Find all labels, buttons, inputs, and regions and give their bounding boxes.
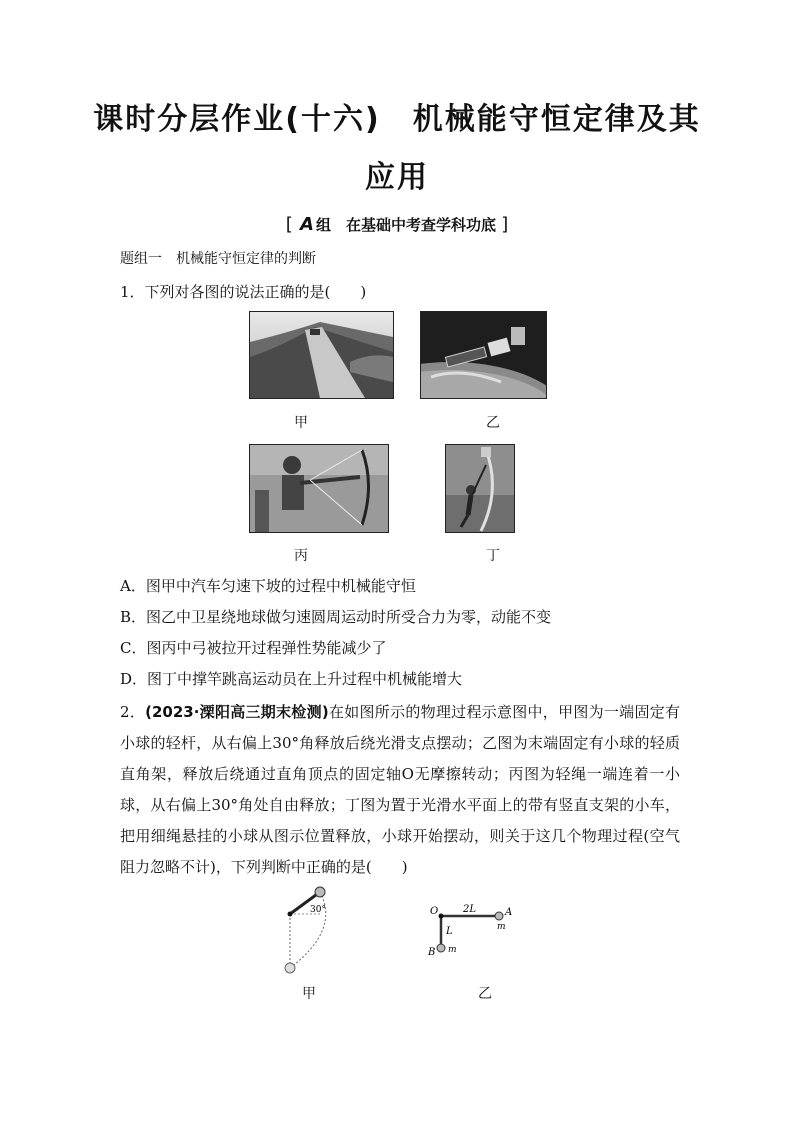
- label-o: O: [430, 906, 439, 917]
- q1-option-d: D．图丁中撑竿跳高运动员在上升过程中机械能增大: [120, 670, 463, 688]
- figure-jia-rod-pendulum: [270, 880, 350, 975]
- page-title-line1: 课时分层作业(十六) 机械能守恒定律及其: [93, 102, 701, 137]
- caption-fig-jia: 甲: [302, 986, 316, 1002]
- group-label: 组 在基础中考查学科功底: [315, 216, 496, 234]
- q2-source: (2023·溧阳高三期末检测): [145, 703, 329, 721]
- figure-yi-right-angle-frame: [425, 900, 530, 960]
- angle-label: 30°: [310, 905, 326, 915]
- caption-yi: 乙: [486, 415, 500, 431]
- page-title-line2: 应用: [365, 160, 429, 195]
- q2-body: [120, 697, 680, 883]
- photo-jia-car-downhill: [249, 311, 394, 399]
- caption-fig-yi: 乙: [478, 986, 492, 1002]
- caption-bing: 丙: [294, 548, 308, 564]
- q2-number: 2．: [120, 703, 146, 721]
- photo-ding-pole-vault: [445, 444, 515, 533]
- label-b: B: [428, 947, 436, 958]
- q1-stem: 1．下列对各图的说法正确的是( ): [120, 283, 367, 301]
- label-2l: 2L: [463, 904, 477, 915]
- label-mass-a: m: [497, 922, 506, 932]
- label-l: L: [446, 926, 453, 937]
- subsection-title: 题组一 机械能守恒定律的判断: [120, 251, 316, 267]
- photo-yi-satellite: [420, 311, 547, 399]
- label-mass-b: m: [448, 945, 457, 955]
- photo-bing-archer: [249, 444, 389, 533]
- label-a: A: [505, 907, 513, 918]
- bracket-close: ]: [501, 214, 509, 235]
- bracket-open: [: [285, 214, 293, 235]
- q1-option-a: A．图甲中汽车匀速下坡的过程中机械能守恒: [120, 577, 416, 595]
- group-header: [0, 214, 794, 235]
- q2-text: 在如图所示的物理过程示意图中，甲图为一端固定有小球的轻杆，从右偏上30°角释放后绕光滑支点摆动；乙图为末端固定有小球的轻质直角架，释放后绕通过直角顶点的固定轴O无摩擦转动；丙图为轻绳一端连着一小球，从右偏上30°角处自由释放；丁图为置于光滑水平面上的带有竖直支架的小车，把用细绳悬挂的小球从图示位置释放，小球开始摆动，则关于这几个物理过程(空气阻力忽略不计)，下列判断中正确的是( ): [120, 703, 680, 876]
- caption-jia: 甲: [294, 415, 308, 431]
- group-tag: A: [300, 214, 314, 235]
- q1-option-b: B．图乙中卫星绕地球做匀速圆周运动时所受合力为零，动能不变: [120, 608, 552, 626]
- q1-option-c: C．图丙中弓被拉开过程弹性势能减少了: [120, 639, 387, 657]
- caption-ding: 丁: [486, 548, 500, 564]
